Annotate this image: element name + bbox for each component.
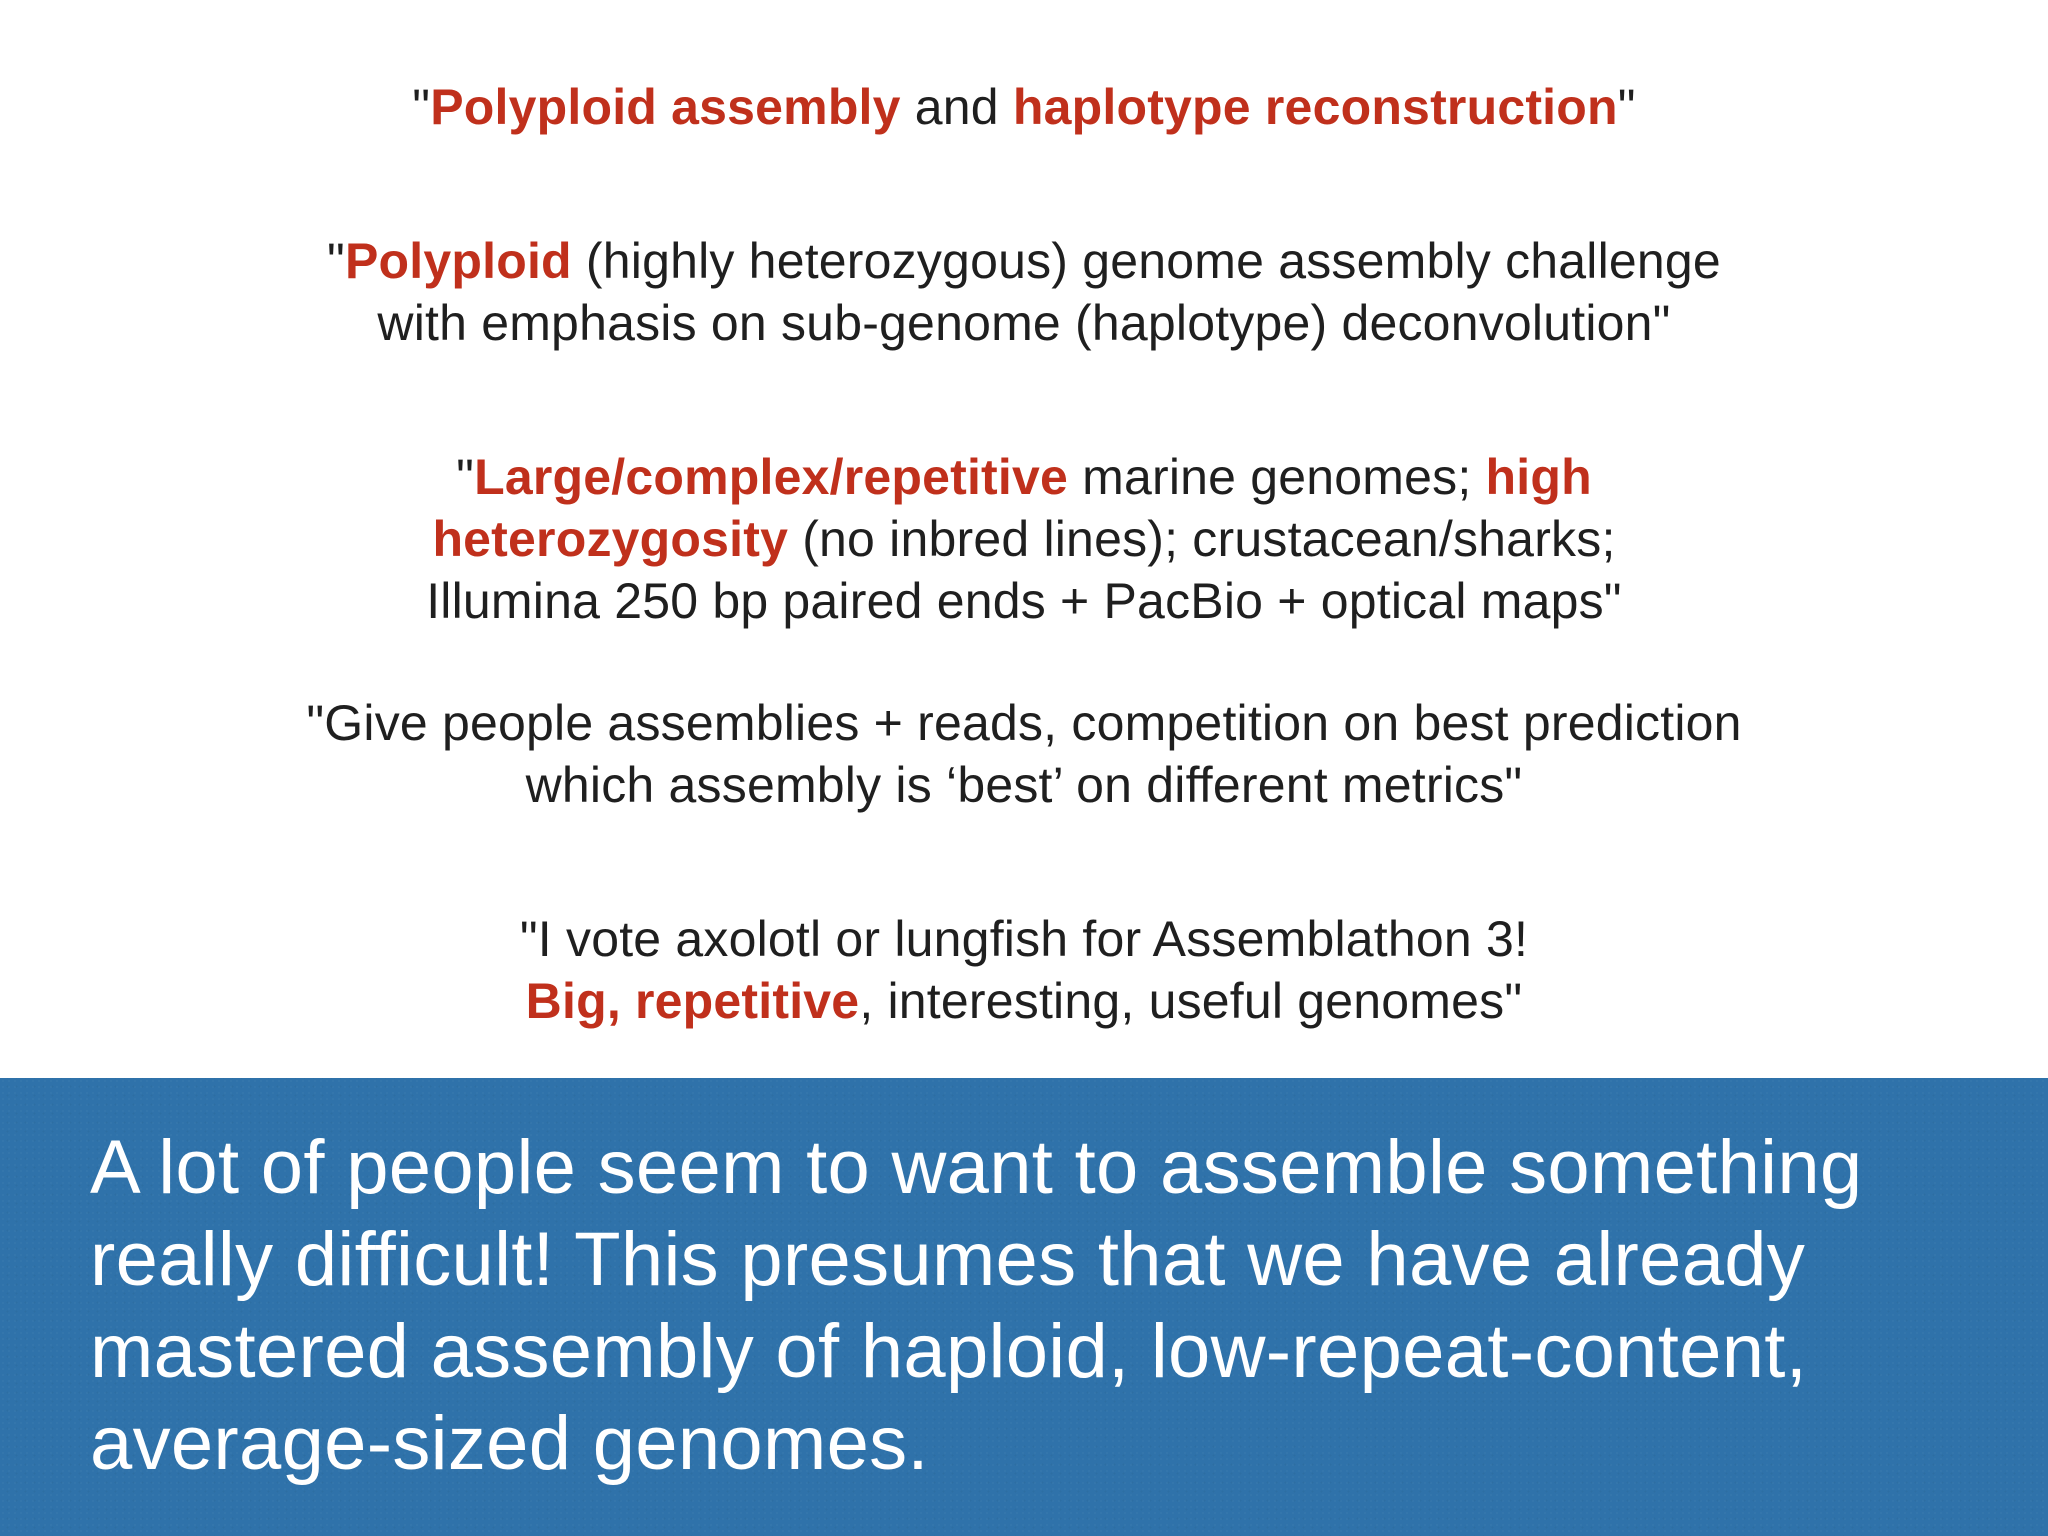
quote-text: , interesting, useful genomes"	[859, 973, 1523, 1029]
summary-line: mastered assembly of haploid, low-repeat-content,	[90, 1309, 1808, 1394]
quote-line: "I vote axolotl or lungfish for Assemblathon 3!	[519, 911, 1529, 967]
quote-heterozygous-challenge	[0, 230, 2048, 354]
summary-line: really difficult! This presumes that we have already	[90, 1217, 1806, 1302]
highlight-text: Polyploid	[345, 233, 572, 289]
quote-mark: "	[456, 449, 475, 505]
highlight-text: Large/complex/repetitive	[474, 449, 1069, 505]
quote-mark: "	[1617, 79, 1636, 135]
highlight-text: high	[1485, 449, 1592, 505]
quote-mark: "	[327, 233, 345, 289]
quote-competition	[0, 692, 2048, 816]
quote-line: with emphasis on sub-genome (haplotype) deconvolution"	[377, 295, 1671, 351]
highlight-text: Polyploid assembly	[430, 79, 901, 135]
quote-line	[0, 446, 2048, 508]
highlight-text: haplotype reconstruction	[1012, 79, 1618, 135]
quote-marine-genomes	[0, 446, 2048, 632]
highlight-text: Big, repetitive	[525, 973, 860, 1029]
quote-polyploid-haplotype	[0, 76, 2048, 138]
quote-line: "Give people assemblies + reads, competition on best prediction	[306, 695, 1742, 751]
quote-line	[0, 76, 2048, 138]
quote-line	[0, 230, 2048, 292]
quote-mark: "	[412, 79, 431, 135]
quote-text: (no inbred lines); crustacean/sharks;	[788, 511, 1616, 567]
summary-line: average-sized genomes.	[90, 1401, 929, 1486]
summary-text	[90, 1122, 1990, 1490]
quote-line: Illumina 250 bp paired ends + PacBio + optical maps"	[426, 573, 1622, 629]
highlight-text: heterozygosity	[432, 511, 789, 567]
quote-axolotl-lungfish	[0, 908, 2048, 1032]
quote-line	[0, 970, 2048, 1032]
summary-banner	[0, 1078, 2048, 1536]
quote-text: marine genomes;	[1068, 449, 1486, 505]
quote-text: and	[900, 79, 1013, 135]
quote-line: which assembly is ‘best’ on different metrics"	[525, 757, 1523, 813]
quote-line	[0, 508, 2048, 570]
summary-line: A lot of people seem to want to assemble something	[90, 1125, 1863, 1210]
quote-text: (highly heterozygous) genome assembly challenge	[571, 233, 1721, 289]
